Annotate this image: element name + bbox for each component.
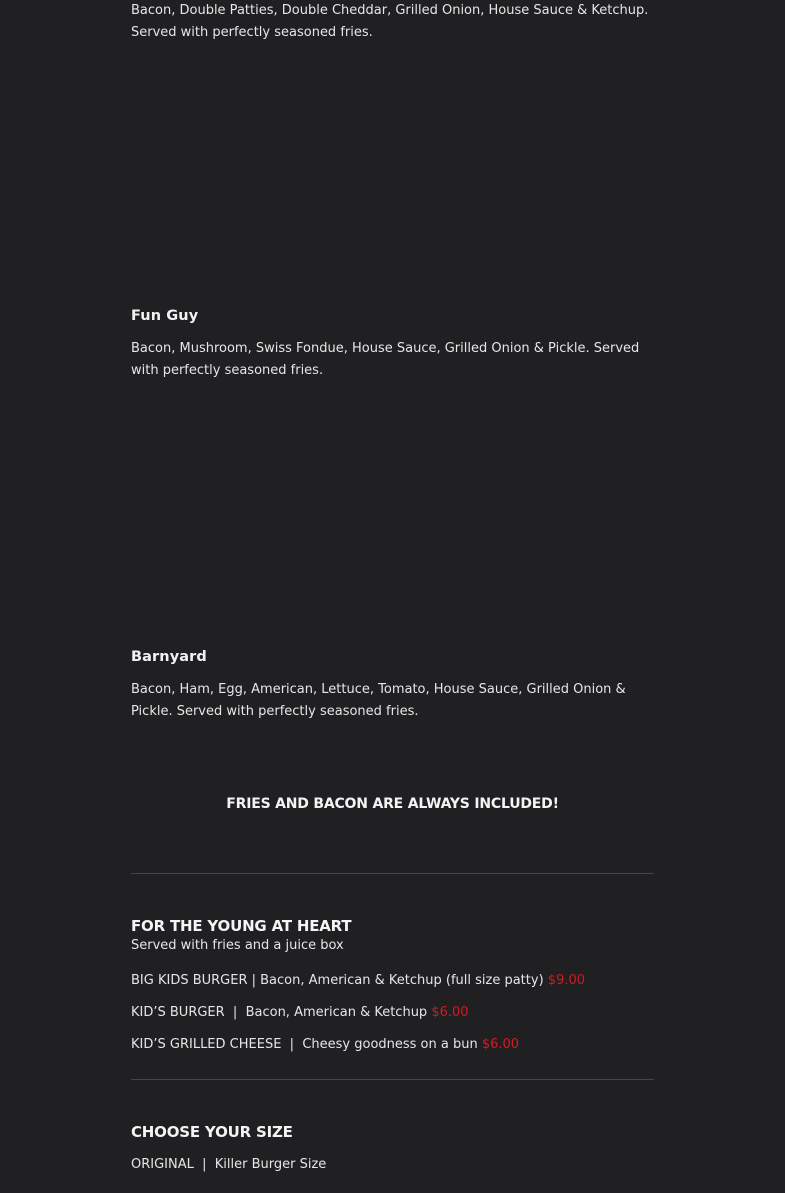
- menu-item-title: Fun Guy: [131, 308, 199, 324]
- menu-item-fun-guy: [131, 308, 654, 382]
- menu-item-title: Barnyard: [131, 649, 207, 665]
- kids-menu-row: [131, 972, 691, 990]
- size-label: ORIGINAL | Killer Burger Size: [131, 1157, 327, 1172]
- section-subheading: Served with fries and a juice box: [131, 938, 344, 953]
- menu-item-image-area: [131, 60, 654, 295]
- size-row: [131, 1156, 691, 1174]
- size-section: [131, 1123, 654, 1141]
- kids-menu-label: BIG KIDS BURGER | Bacon, American & Ketchup (full size patty): [131, 973, 544, 988]
- menu-item-description: Bacon, Mushroom, Swiss Fondue, House Sauce, Grilled Onion & Pickle. Served with perfectly seasoned fries.: [131, 341, 640, 378]
- section-heading: FOR THE YOUNG AT HEART: [131, 917, 352, 935]
- kids-section: [131, 917, 654, 957]
- kids-menu-price: $9.00: [547, 973, 586, 988]
- kids-menu-row: [131, 1036, 691, 1054]
- kids-menu-label: KID’S GRILLED CHEESE | Cheesy goodness on a bun: [131, 1037, 478, 1052]
- menu-item-image-area: [131, 400, 654, 636]
- kids-menu-price: $6.00: [481, 1037, 520, 1052]
- menu-item-1: [131, 0, 654, 44]
- section-divider: [131, 1079, 654, 1080]
- section-heading: CHOOSE YOUR SIZE: [131, 1123, 293, 1141]
- section-divider: [131, 873, 654, 874]
- kids-menu-price: $6.00: [431, 1005, 469, 1020]
- fries-bacon-banner: FRIES AND BACON ARE ALWAYS INCLUDED!: [226, 796, 559, 812]
- kids-menu-row: [131, 1004, 691, 1022]
- kids-menu-label: KID’S BURGER | Bacon, American & Ketchup: [131, 1005, 428, 1020]
- menu-item-description: Bacon, Ham, Egg, American, Lettuce, Tomato, House Sauce, Grilled Onion & Pickle. Served with perfectly seasoned fries.: [131, 682, 626, 719]
- menu-item-barnyard: [131, 649, 654, 723]
- menu-item-description: Bacon, Double Patties, Double Cheddar, Grilled Onion, House Sauce & Ketchup. Served with perfectly seasoned fries.: [131, 3, 649, 40]
